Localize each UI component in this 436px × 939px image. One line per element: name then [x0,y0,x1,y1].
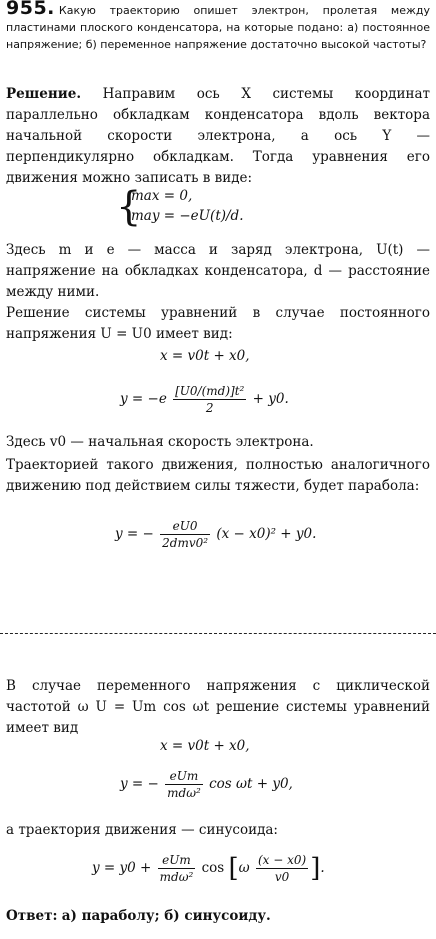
section-divider [0,633,436,634]
system-line-2: may = −eU(t)/d. [131,208,244,224]
eq-alt-fraction [165,768,203,801]
explanation-1: Здесь m и e — масса и заряд электрона, U(t) — напряжение на обкладках конденсатора, d — расстояние между ними. [6,242,430,300]
answer [6,906,430,927]
solution-label: Решение. [6,86,82,102]
eq-y-right: + y0. [252,391,289,407]
parabola-left: y = − [115,526,154,542]
system-brace: { [116,184,142,230]
parabola-numerator: eU0 [160,518,210,535]
sin-fraction [158,852,196,885]
explanation-2: Решение системы уравнений в случае постоянного напряжения U = U0 имеет вид: [6,305,430,342]
eq-alt-left: y = − [120,776,159,792]
parabola-text: Траекторией такого движения, полностью аналогичного движению под действием силы тяжести, будет парабола: [6,457,430,494]
trajectory-text: а траектория движения — синусоида: [6,822,278,838]
eq-alt-right: cos ωt + y0, [209,776,293,792]
left-bracket-icon: [ [228,853,239,884]
parabola-fraction [160,518,210,551]
eq-alt-numerator: eUm [165,768,203,785]
eq-y-fraction [173,383,246,416]
equation-x-alternating: x = v0t + x0, [160,738,250,754]
parabola-right: (x − x0)² + y0. [216,526,317,542]
sin-inner-denominator: v0 [274,870,290,884]
right-bracket-icon: ] [310,853,321,884]
equation-y-alternating [120,768,293,801]
eq-y-left: y = −e [120,391,167,407]
sinusoid-equation [92,852,325,885]
solution-intro [6,84,430,189]
sin-denominator: mdω² [159,870,194,884]
eq-y-numerator: [U0/(md)]t² [175,384,245,398]
sin-left: y = y0 + [92,860,152,876]
answer-text: а) параболу; б) синусоиду. [61,908,271,924]
answer-label: Ответ: [6,908,58,924]
sin-inner-left: ω [238,860,250,876]
alternating-text: В случае переменного напряжения с циклической частотой ω U = Um cos ωt решение системы уравнений имеет вид [6,678,430,736]
parabola-equation [115,518,316,551]
problem-number: 955. [6,0,55,19]
sin-cos: cos [201,860,225,876]
sin-numerator: eUm [158,852,196,869]
parabola-denominator: 2dmv0² [162,536,209,550]
sin-end: . [320,860,325,876]
v0-note: Здесь v0 — начальная скорость электрона. [6,434,314,450]
problem-statement [6,0,430,53]
solution-intro-text: Направим ось X системы координат параллельно обкладкам конденсатора вдоль вектора начальной скорости электрона, а ось Y — перпендикулярно обкладкам. Тогда уравнения его движения можно записать в виде: [6,86,430,186]
eq-y-denominator: 2 [205,401,214,415]
equation-y-constant [120,383,289,416]
sin-inner-numerator: (x − x0) [257,853,307,867]
equation-x-constant: x = v0t + x0, [160,348,250,364]
eq-alt-denominator: mdω² [167,786,201,800]
sin-inner-fraction [256,852,308,885]
system-line-1: max = 0, [131,188,193,204]
problem-text: Какую траекторию опишет электрон, пролетая между пластинами плоского конденсатора, на которые подано: а) постоянное напряжение; б) переменное напряжение достаточно высокой частоты? [6,4,430,51]
